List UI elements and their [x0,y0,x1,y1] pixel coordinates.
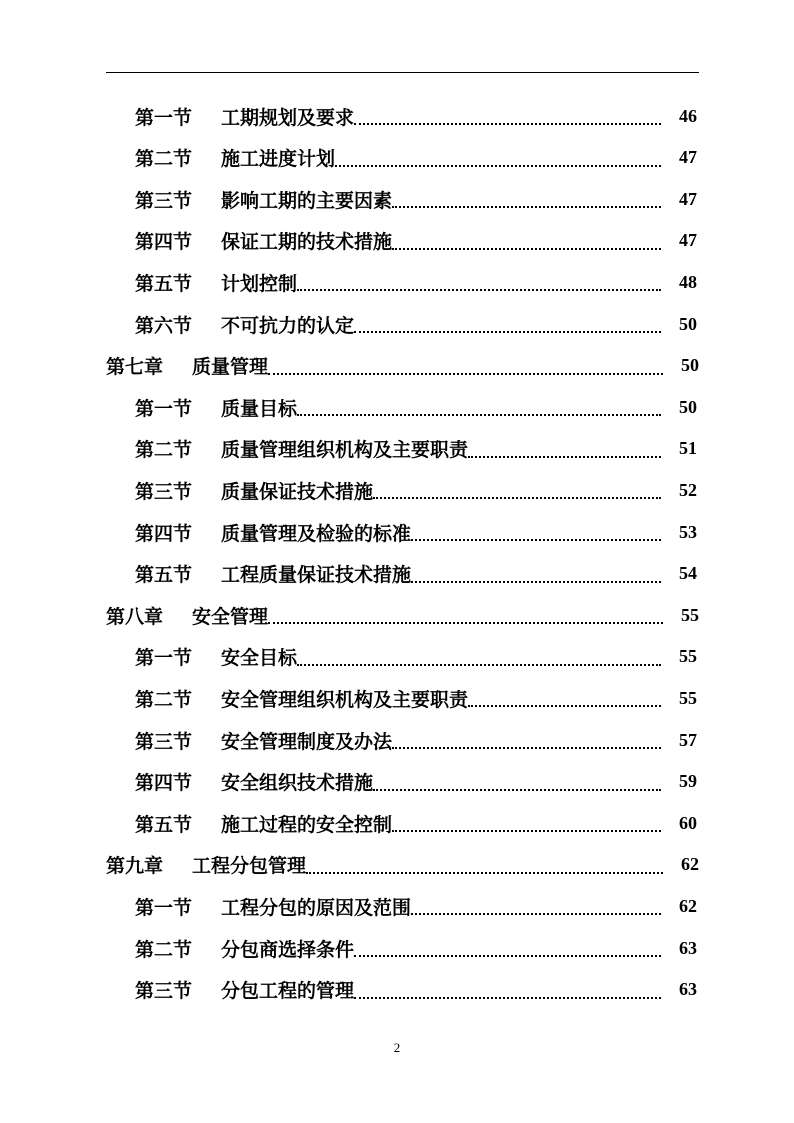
toc-entry-number: 第三节 [135,480,193,503]
toc-dot-leader [297,413,661,416]
toc-entry-number: 第二节 [135,938,193,961]
toc-dot-leader [392,746,661,749]
toc-entry-page: 54 [679,563,697,584]
toc-section-entry[interactable] [135,970,697,1010]
toc-dot-leader [373,788,661,791]
toc-section-entry[interactable] [135,554,697,594]
toc-entry-title: 安全管理 [192,605,269,628]
toc-dot-leader [411,912,661,915]
toc-entry-page: 51 [679,438,697,459]
toc-dot-leader [411,580,661,583]
toc-entry-title: 分包商选择条件 [221,938,355,961]
toc-dot-leader [268,372,663,375]
toc-entry-number: 第五节 [135,564,193,587]
toc-dot-leader [297,663,661,666]
toc-entry-page: 47 [679,147,697,168]
toc-entry-title: 安全组织技术措施 [221,772,374,795]
toc-entry-title: 安全目标 [221,647,298,670]
toc-section-entry[interactable] [135,637,697,677]
toc-section-entry[interactable] [135,512,697,552]
toc-entry-number: 第五节 [135,272,193,295]
toc-entry-page: 55 [681,604,699,625]
toc-dot-leader [354,122,661,125]
toc-section-entry[interactable] [135,429,697,469]
toc-entry-title: 工程分包管理 [192,855,307,878]
toc-dot-leader [468,455,661,458]
toc-entry-title: 安全管理制度及办法 [221,730,393,753]
toc-dot-leader [468,704,661,707]
toc-section-entry[interactable] [135,138,697,178]
toc-entry-number: 第四节 [135,772,193,795]
toc-entry-number: 第一节 [135,647,193,670]
toc-entry-number: 第四节 [135,522,193,545]
toc-dot-leader [354,996,661,999]
toc-dot-leader [373,496,661,499]
toc-entry-page: 50 [679,313,697,334]
toc-entry-number: 第一节 [135,896,193,919]
toc-entry-page: 59 [679,771,697,792]
header-rule [106,72,699,73]
toc-dot-leader [354,954,661,957]
toc-chapter-entry[interactable] [106,346,699,386]
toc-entry-title: 工期规划及要求 [221,106,355,129]
toc-entry-title: 质量管理组织机构及主要职责 [221,439,469,462]
toc-entry-page: 47 [679,188,697,209]
toc-entry-title: 安全管理组织机构及主要职责 [221,688,469,711]
toc-section-entry[interactable] [135,262,697,302]
toc-entry-number: 第六节 [135,314,193,337]
toc-entry-title: 工程分包的原因及范围 [221,896,412,919]
toc-entry-page: 48 [679,271,697,292]
toc-entry-number: 第二节 [135,148,193,171]
toc-entry-title: 工程质量保证技术措施 [221,564,412,587]
toc-entry-page: 47 [679,230,697,251]
toc-entry-number: 第三节 [135,189,193,212]
toc-entry-title: 计划控制 [221,272,298,295]
toc-entry-title: 不可抗力的认定 [221,314,355,337]
toc-chapter-entry[interactable] [106,595,699,635]
toc-entry-page: 63 [679,979,697,1000]
toc-entry-title: 质量目标 [221,397,298,420]
toc-section-entry[interactable] [135,886,697,926]
toc-section-entry[interactable] [135,470,697,510]
toc-section-entry[interactable] [135,179,697,219]
toc-entry-page: 46 [679,105,697,126]
toc-entry-title: 施工过程的安全控制 [221,813,393,836]
toc-dot-leader [411,538,661,541]
toc-entry-page: 57 [679,729,697,750]
toc-entry-page: 55 [679,646,697,667]
toc-entry-page: 55 [679,687,697,708]
toc-section-entry[interactable] [135,96,697,136]
toc-entry-page: 50 [681,355,699,376]
toc-entry-title: 质量管理 [192,356,269,379]
toc-entry-number: 第一节 [135,106,193,129]
toc-section-entry[interactable] [135,762,697,802]
toc-entry-page: 50 [679,396,697,417]
toc-dot-leader [392,247,661,250]
footer-page-number: 2 [393,1040,401,1055]
toc-dot-leader [392,205,661,208]
toc-entry-title: 保证工期的技术措施 [221,231,393,254]
toc-entry-number: 第九章 [106,855,164,878]
toc-section-entry[interactable] [135,678,697,718]
toc-entry-number: 第三节 [135,980,193,1003]
toc-section-entry[interactable] [135,928,697,968]
toc-entry-page: 62 [679,895,697,916]
toc-entry-page: 52 [679,479,697,500]
toc-section-entry[interactable] [135,803,697,843]
toc-entry-number: 第八章 [106,605,164,628]
toc-entry-title: 影响工期的主要因素 [221,189,393,212]
toc-entry-number: 第七章 [106,356,164,379]
toc-entry-page: 63 [679,937,697,958]
toc-entry-number: 第三节 [135,730,193,753]
toc-dot-leader [392,829,661,832]
toc-entry-page: 53 [679,521,697,542]
toc-entry-title: 质量管理及检验的标准 [221,522,412,545]
toc-section-entry[interactable] [135,720,697,760]
toc-entry-number: 第二节 [135,688,193,711]
toc-section-entry[interactable] [135,387,697,427]
toc-entry-number: 第二节 [135,439,193,462]
toc-entry-title: 分包工程的管理 [221,980,355,1003]
toc-dot-leader [297,288,661,291]
toc-entry-title: 施工进度计划 [221,148,336,171]
toc-entry-title: 质量保证技术措施 [221,480,374,503]
toc-dot-leader [306,871,663,874]
toc-dot-leader [335,164,661,167]
toc-section-entry[interactable] [135,304,697,344]
toc-chapter-entry[interactable] [106,845,699,885]
toc-entry-number: 第一节 [135,397,193,420]
toc-dot-leader [354,330,661,333]
toc-dot-leader [268,621,663,624]
toc-entry-page: 62 [681,854,699,875]
toc-entry-number: 第五节 [135,813,193,836]
toc-section-entry[interactable] [135,221,697,261]
toc-entry-number: 第四节 [135,231,193,254]
toc-entry-page: 60 [679,812,697,833]
